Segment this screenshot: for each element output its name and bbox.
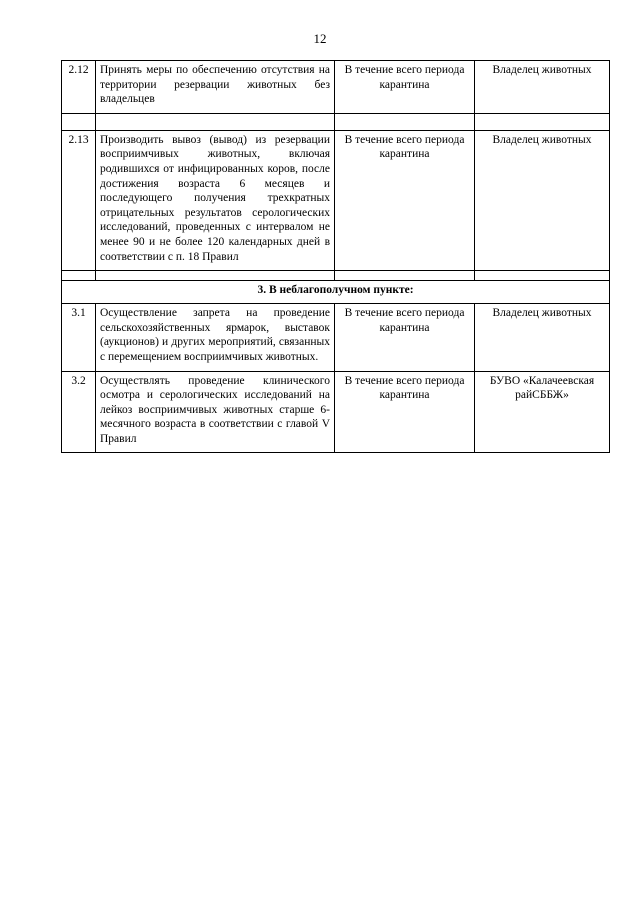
- item-number: 2.12: [62, 61, 96, 114]
- term-text: В течение всего периода карантина: [335, 130, 475, 270]
- section-title: 3. В неблагополучном пункте:: [62, 281, 610, 304]
- item-number: 3.1: [62, 304, 96, 371]
- item-number: 3.2: [62, 371, 96, 453]
- measure-text: Производить вывоз (вывод) из резервации восприимчивых животных, включая родившихся от инфицированных коров, после достижения возраста 6 месяцев и последующего получения трехкратных отрицательных результатов серологических исследований, проведенных с интервалом не менее 90 и не более 120 календарных дней в соответствии с п. 18 Правил: [96, 130, 335, 270]
- section-header-row: [62, 281, 610, 304]
- table-row: [62, 371, 610, 453]
- row-spacer: [62, 271, 610, 281]
- term-text: В течение всего периода карантина: [335, 61, 475, 114]
- measure-text: Принять меры по обеспечению отсутствия на территории резервации животных без владельцев: [96, 61, 335, 114]
- measure-text: Осуществлять проведение клинического осмотра и серологических исследований на лейкоз восприимчивых животных старше 6-месячного возраста в соответствии с главой V Правил: [96, 371, 335, 453]
- row-spacer: [62, 113, 610, 130]
- table-row: [62, 61, 610, 114]
- responsible-text: Владелец животных: [475, 130, 610, 270]
- table-row: [62, 304, 610, 371]
- item-number: 2.13: [62, 130, 96, 270]
- responsible-text: Владелец животных: [475, 304, 610, 371]
- responsible-text: БУВО «Калачеевская райСББЖ»: [475, 371, 610, 453]
- measure-text: Осуществление запрета на проведение сельскохозяйственных ярмарок, выставок (аукционов) и других мероприятий, связанных с перемещением восприимчивых животных.: [96, 304, 335, 371]
- term-text: В течение всего периода карантина: [335, 371, 475, 453]
- table-row: [62, 130, 610, 270]
- quarantine-measures-table: [61, 60, 610, 453]
- responsible-text: Владелец животных: [475, 61, 610, 114]
- term-text: В течение всего периода карантина: [335, 304, 475, 371]
- page-number: 12: [313, 31, 327, 46]
